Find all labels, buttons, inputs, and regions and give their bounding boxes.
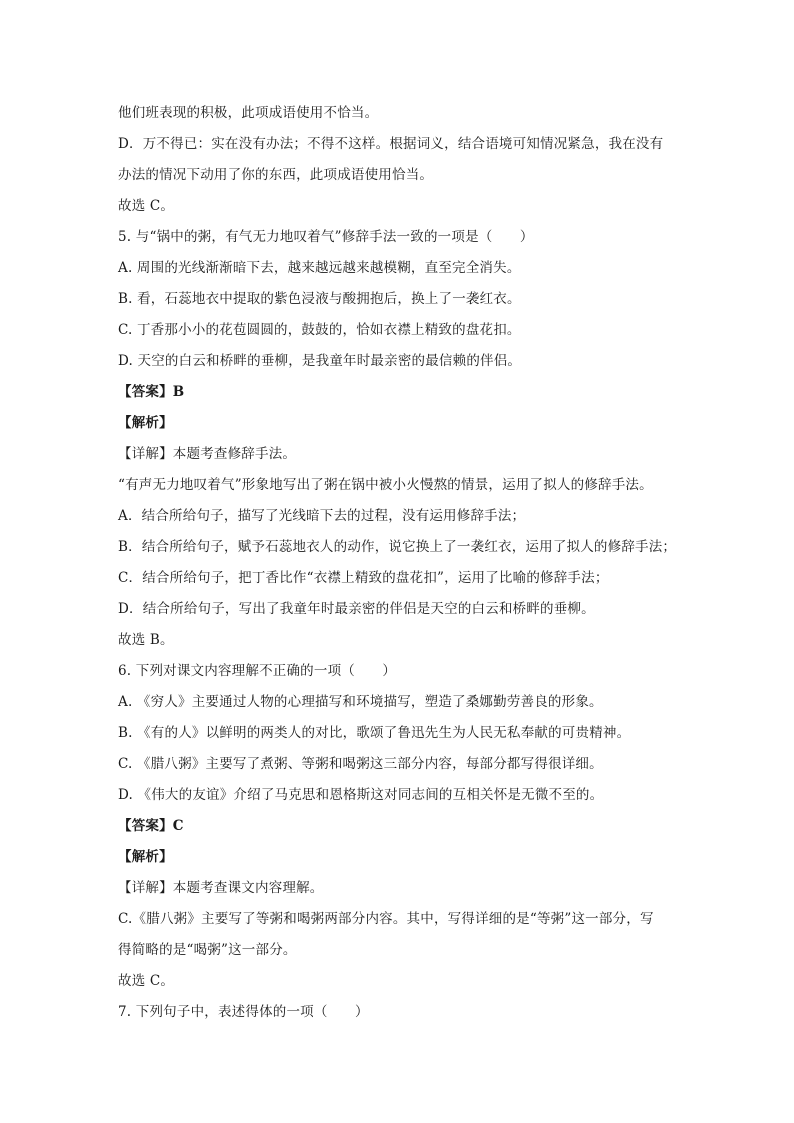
- question-5: 5. 与“锅中的粥，有气无力地叹着气”修辞手法一致的一项是（ ）: [118, 229, 534, 245]
- option-b: B. 看，石蕊地衣中提取的紫色浸液与酸拥抱后，换上了一袭红衣。: [118, 291, 521, 307]
- choice-line: 故选 B。: [118, 632, 174, 648]
- text-line: 办法的情况下动用了你的东西，此项成语使用恰当。: [118, 167, 434, 183]
- detail-line: 【详解】本题考查修辞手法。: [118, 446, 297, 462]
- answer-label: 【答案】B: [118, 384, 185, 400]
- document-page: [118, 98, 678, 1028]
- detail-line: 【详解】本题考查课文内容理解。: [118, 880, 324, 896]
- question-6: 6. 下列对课文内容理解不正确的一项（ ）: [118, 663, 397, 679]
- text-line: 得简略的是“喝粥”这一部分。: [118, 942, 297, 958]
- explanation-c: C．结合所给句子，把丁香比作“衣襟上精致的盘花扣”，运用了比喻的修辞手法；: [118, 570, 609, 586]
- option-a: A. 《穷人》主要通过人物的心理描写和环境描写，塑造了桑娜勤劳善良的形象。: [118, 694, 603, 710]
- option-d: D. 天空的白云和桥畔的垂柳，是我童年时最亲密的最信赖的伴侣。: [118, 353, 522, 369]
- option-c: C. 《腊八粥》主要写了煮粥、等粥和喝粥这三部分内容，每部分都写得很详细。: [118, 756, 603, 772]
- explanation-d: D．结合所给句子，写出了我童年时最亲密的伴侣是天空的白云和桥畔的垂柳。: [118, 601, 595, 617]
- text-line: 他们班表现的积极，此项成语使用不恰当。: [118, 105, 379, 121]
- text-line: “有声无力地叹着气”形象地写出了粥在锅中被小火慢熬的情景，运用了拟人的修辞手法。: [118, 477, 653, 493]
- option-a: A. 周围的光线渐渐暗下去，越来越远越来越模糊，直至完全消失。: [118, 260, 521, 276]
- choice-line: 故选 C。: [118, 973, 175, 989]
- option-d: D. 《伟大的友谊》介绍了马克思和恩格斯这对同志间的互相关怀是无微不至的。: [118, 787, 604, 803]
- option-b: B. 《有的人》以鲜明的两类人的对比，歌颂了鲁迅先生为人民无私奉献的可贵精神。: [118, 725, 631, 741]
- analysis-label: 【解析】: [118, 415, 173, 431]
- answer-label: 【答案】C: [118, 818, 184, 834]
- explanation-a: A．结合所给句子，描写了光线暗下去的过程，没有运用修辞手法；: [118, 508, 526, 524]
- question-7: 7. 下列句子中，表述得体的一项（ ）: [118, 1004, 369, 1020]
- analysis-label: 【解析】: [118, 849, 173, 865]
- text-line: C.《腊八粥》主要写了等粥和喝粥两部分内容。其中，写得详细的是“等粥”这一部分，写: [118, 911, 654, 927]
- choice-line: 故选 C。: [118, 198, 175, 214]
- explanation-b: B．结合所给句子，赋予石蕊地衣人的动作，说它换上了一袭红衣，运用了拟人的修辞手法；: [118, 539, 677, 555]
- option-c: C. 丁香那小小的花苞圆圆的，鼓鼓的，恰如衣襟上精致的盘花扣。: [118, 322, 521, 338]
- option-d-explanation: D．万不得已：实在没有办法；不得不这样。根据词义，结合语境可知情况紧急，我在没有: [118, 136, 664, 152]
